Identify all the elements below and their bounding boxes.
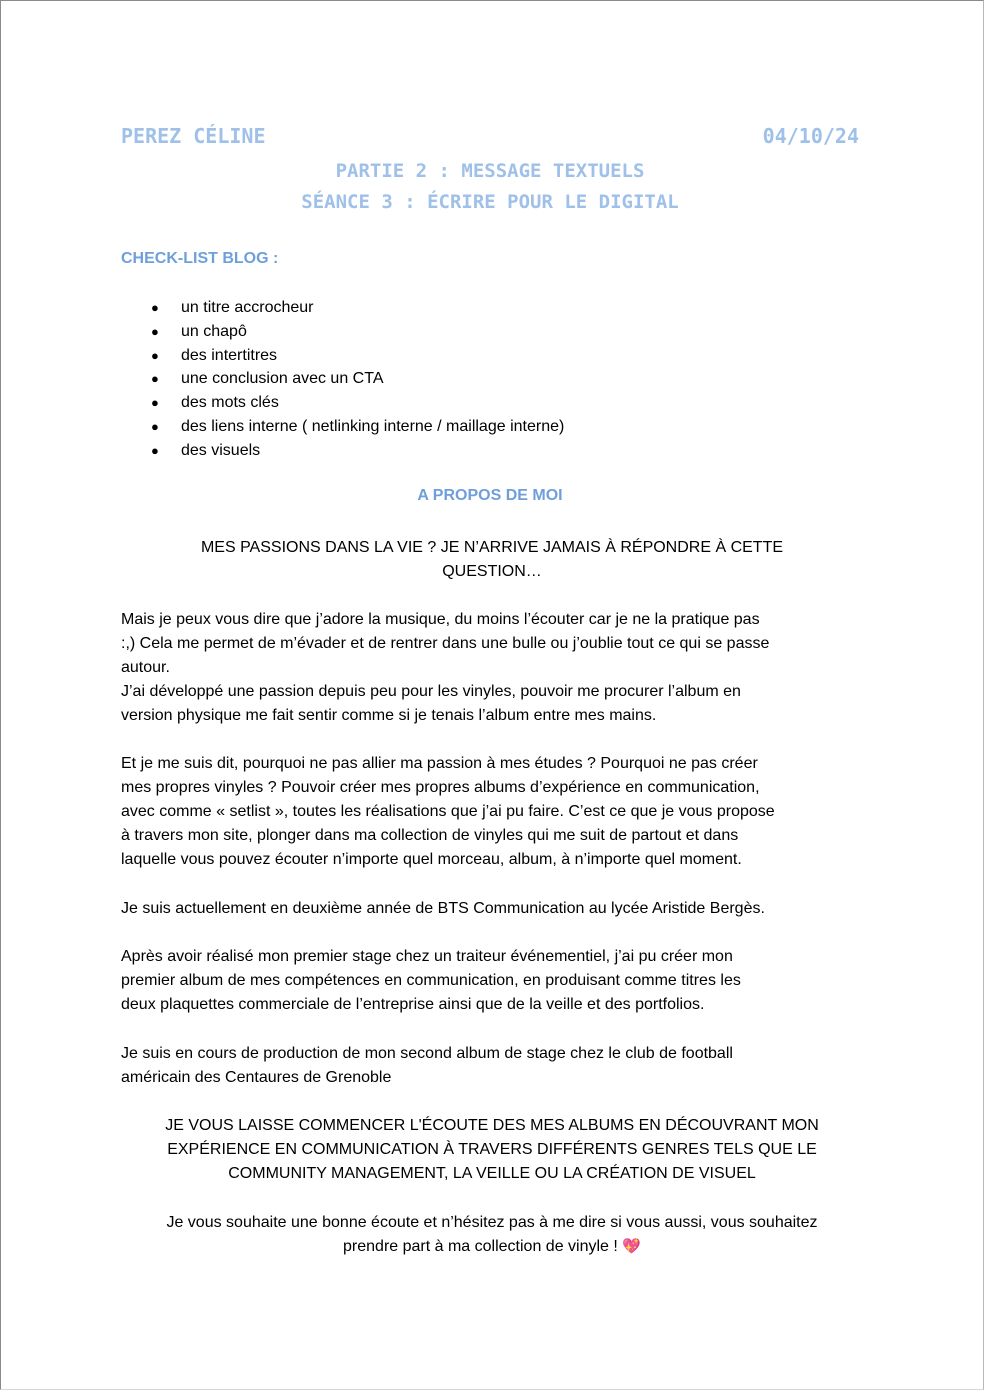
list-item: ● une conclusion avec un CTA xyxy=(121,367,564,391)
checklist-label: CHECK-LIST BLOG : xyxy=(121,250,279,267)
checklist xyxy=(121,296,564,463)
bullet-icon: ● xyxy=(151,323,159,339)
bullet-icon: ● xyxy=(151,300,159,315)
paragraph-studies: Je suis actuellement en deuxième année de BTS Communication au lycée Aristide Bergès. xyxy=(121,900,765,917)
list-item: ● des visuels xyxy=(121,439,564,463)
paragraph-music: Mais je peux vous dire que j’adore la musique, du moins l’écouter car je ne la pratique pas :,) Cela me permet de m’évader et de rentrer dans une bulle ou j’oublie tout ce qui se passe autour. J’ai développé une passion depuis peu pour les vinyles, pouvoir me procurer l’album en version physique me fait sentir comme si je tenais l’album entre mes mains. xyxy=(121,611,770,724)
bullet-icon: ● xyxy=(151,395,159,411)
paragraph-second-internship: Je suis en cours de production de mon second album de stage chez le club de football américain des Centaures de Grenoble xyxy=(121,1045,733,1086)
about-question: MES PASSIONS DANS LA VIE ? JE N’ARRIVE JAMAIS À RÉPONDRE À CETTE QUESTION… xyxy=(200,539,784,580)
bullet-icon: ● xyxy=(151,371,159,387)
bullet-icon: ● xyxy=(151,418,159,434)
about-heading: A PROPOS DE MOI xyxy=(417,487,563,504)
title-part: PARTIE 2 : MESSAGE TEXTUELS xyxy=(335,160,645,182)
document-header xyxy=(121,124,859,152)
list-item: ● des liens interne ( netlinking interne / maillage interne) xyxy=(121,415,564,439)
author-name: PEREZ CÉLINE xyxy=(121,124,266,148)
bullet-icon: ● xyxy=(151,442,159,458)
bullet-icon: ● xyxy=(151,347,159,363)
list-item: ● des intertitres xyxy=(121,344,564,368)
list-item: ● un titre accrocheur xyxy=(121,296,564,320)
title-session: SÉANCE 3 : ÉCRIRE POUR LE DIGITAL xyxy=(301,191,679,213)
document-date: 04/10/24 xyxy=(762,124,859,148)
paragraph-vinyls: Et je me suis dit, pourquoi ne pas allier ma passion à mes études ? Pourquoi ne pas créer mes propres vinyles ? Pouvoir créer mes propres albums d’expérience en communication, avec comme « setlist », toutes les réalisations que j’ai pu faire. C’est ce que je vous propose à travers mon site, plonger dans ma collection de vinyles qui me suit de partout et dans laquelle vous pouvez écouter n’importe quel morceau, album, à n’importe quel moment. xyxy=(121,755,775,868)
document-titles xyxy=(121,156,859,218)
paragraph-first-internship: Après avoir réalisé mon premier stage chez un traiteur événementiel, j’ai pu créer mon premier album de mes compétences en communication, en produisant comme titres les deux plaquettes commerciale de l’entreprise ainsi que de la veille et des portfolios. xyxy=(121,948,741,1013)
sparkling-heart-icon: 💖 xyxy=(622,1238,641,1255)
paragraph-invitation: JE VOUS LAISSE COMMENCER L'ÉCOUTE DES MES ALBUMS EN DÉCOUVRANT MON EXPÉRIENCE EN COMMUNICATION À TRAVERS DIFFÉRENTS GENRES TELS QUE LE COMMUNITY MANAGEMENT, LA VEILLE OU LA CRÉATION DE VISUEL xyxy=(165,1117,819,1182)
paragraph-closing: Je vous souhaite une bonne écoute et n’hésitez pas à me dire si vous aussi, vous souhaitez prendre part à ma collection de vinyle ! 💖 xyxy=(166,1214,818,1255)
list-item: ● des mots clés xyxy=(121,391,564,415)
list-item: ● un chapô xyxy=(121,320,564,344)
